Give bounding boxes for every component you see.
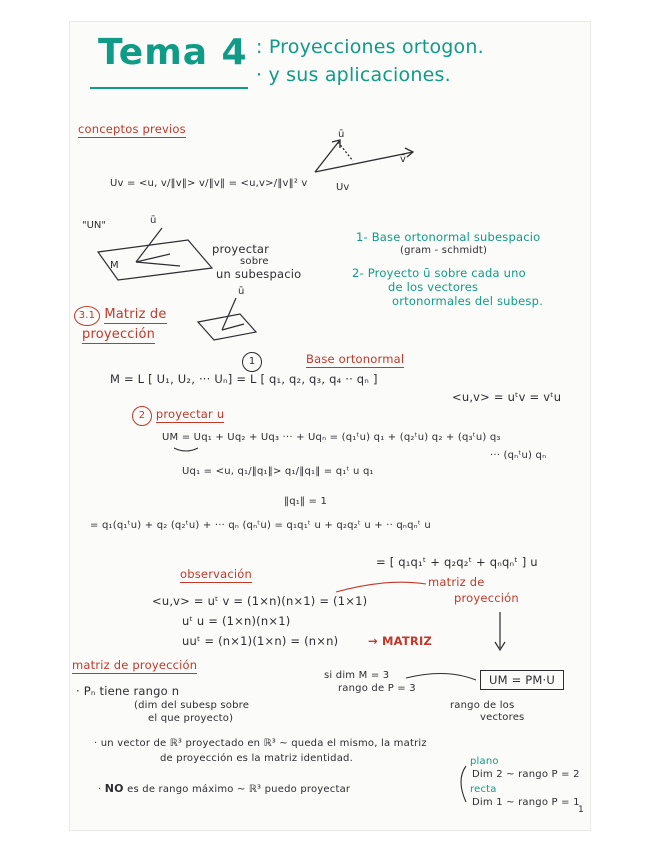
vector-u-label: ū [338,129,345,140]
step1-line2: (gram - schmidt) [400,245,488,256]
base-equation: M = L [ U₁, U₂, ··· Uₙ] = L [ q₁, q₂, q₃, q₄ ·· qₙ ] [110,372,378,386]
rango-p: rango de P = 3 [338,683,416,694]
step-circle-1: 1 [242,349,262,372]
plano-label: plano [470,756,499,767]
conceptos-heading: conceptos previos [78,122,186,136]
matrix-equation: = [ q₁q₁ᵗ + q₂q₂ᵗ + qₙqₙᵗ ] u [376,555,538,569]
sketch-u-label: ū [150,215,157,226]
section-number: 3.1 [74,306,100,326]
subspace-sketch [98,228,212,280]
bullet1-line1: · un vector de ℝ³ proyectado en ℝ³ ~ queda el mismo, la matriz [94,738,427,749]
projection-formula: Uv = <u, v/‖v‖> v/‖v‖ = <u,v>/‖v‖² v [110,178,308,189]
dim2-line: Dim 2 ~ rango P = 2 [472,769,580,780]
bullet2-rest: es de rango máximo ~ ℝ³ puedo proyectar [127,784,351,795]
title-subtitle-line1: : Proyecciones ortogon. [256,36,484,58]
step2-line2: de los vectores [388,280,479,294]
rango-line2: (dim del subesp sobre [134,700,250,711]
matriz-proy-heading: matriz de proyección [72,658,198,672]
observacion-line3: uuᵗ = (n×1)(1×n) = (n×n) [182,634,339,648]
si-dim-m: si dim M = 3 [324,670,390,681]
observacion-line1: <u,v> = uᵗ v = (1×n)(n×1) = (1×1) [152,594,368,608]
underbrace [174,448,198,451]
rango-line1: · Pₙ tiene rango n [76,684,180,698]
dim1-line: Dim 1 ~ rango P = 1 [472,797,580,808]
recta-label: recta [470,784,497,795]
brace [461,766,466,802]
bullet2: · NO es de rango máximo ~ ℝ³ puedo proyectar [98,782,351,795]
step2-line1: 2- Proyecto ū sobre cada uno [352,266,526,280]
um-equation-line2: ··· (qₙᵗu) qₙ [490,450,547,461]
proyectar-u-heading: 2 proyectar u [132,406,224,426]
plane-u-label: ū [238,286,245,297]
observacion-line2: uᵗ u = (1×n)(n×1) [182,614,291,628]
norm-q1: ‖q₁‖ = 1 [284,496,328,507]
vector-uv-label: Uv [336,182,350,193]
title-subtitle-line2: · y sus aplicaciones. [256,64,451,86]
um-projection-box: UM = PM·U [480,670,564,690]
matriz-proyeccion-line2: proyección [454,591,519,605]
rango-vectores-line1: rango de los [450,700,515,711]
um-equation-line1: UM = Uq₁ + Uq₂ + Uq₃ ··· + Uqₙ = (q₁ᵗu) q₁ + (q₂ᵗu) q₂ + (q₃ᵗu) q₃ [162,432,501,443]
arrow-to-matrix [336,582,426,592]
rango-vectores-line2: vectores [480,712,525,723]
vector-sketch [315,140,413,172]
rango-line3: el que proyecto) [148,713,234,724]
matriz-proyeccion-line1: matriz de [428,575,485,589]
un-label: "UN" [82,220,106,231]
section-heading-line1: Matriz de [104,307,167,322]
bullet1-line2: de proyección es la matriz identidad. [160,753,353,764]
base-ortonormal-label: Base ortonormal [306,352,405,366]
notebook-page [70,22,590,830]
notes-sketches [70,22,590,830]
step1-line1: 1- Base ortonormal subespacio [356,230,541,244]
proyectar-line2: sobre [240,256,269,267]
proyectar-line3: un subespacio [216,267,302,281]
inner-product: <u,v> = uᵗv = vᵗu [452,390,562,404]
proyectar-line1: proyectar [212,242,270,256]
step2-line3: ortonormales del subesp. [392,294,543,308]
sum-equation: = q₁(q₁ᵗu) + q₂ (q₂ᵗu) + ··· qₙ (qₙᵗu) = q₁q₁ᵗ u + q₂q₂ᵗ u + ·· qₙqₙᵗ u [90,520,431,531]
section-heading-line2: proyección [82,327,156,342]
bullet2-no: NO [104,782,124,795]
section-plane-sketch [198,298,256,340]
observacion-heading: observación [180,567,253,581]
subspace-m-label: M [110,260,119,271]
uq1-equation: Uq₁ = <u, q₁/‖q₁‖> q₁/‖q₁‖ = q₁ᵗ u q₁ [182,466,374,477]
vector-v-label: v̄ [400,154,406,165]
proyectar-u-label: proyectar u [155,407,225,421]
matriz-label: → MATRIZ [368,634,433,648]
page-title: Tema 4 [98,32,248,73]
page-number: 1 [578,805,584,815]
connector-line [406,673,476,680]
